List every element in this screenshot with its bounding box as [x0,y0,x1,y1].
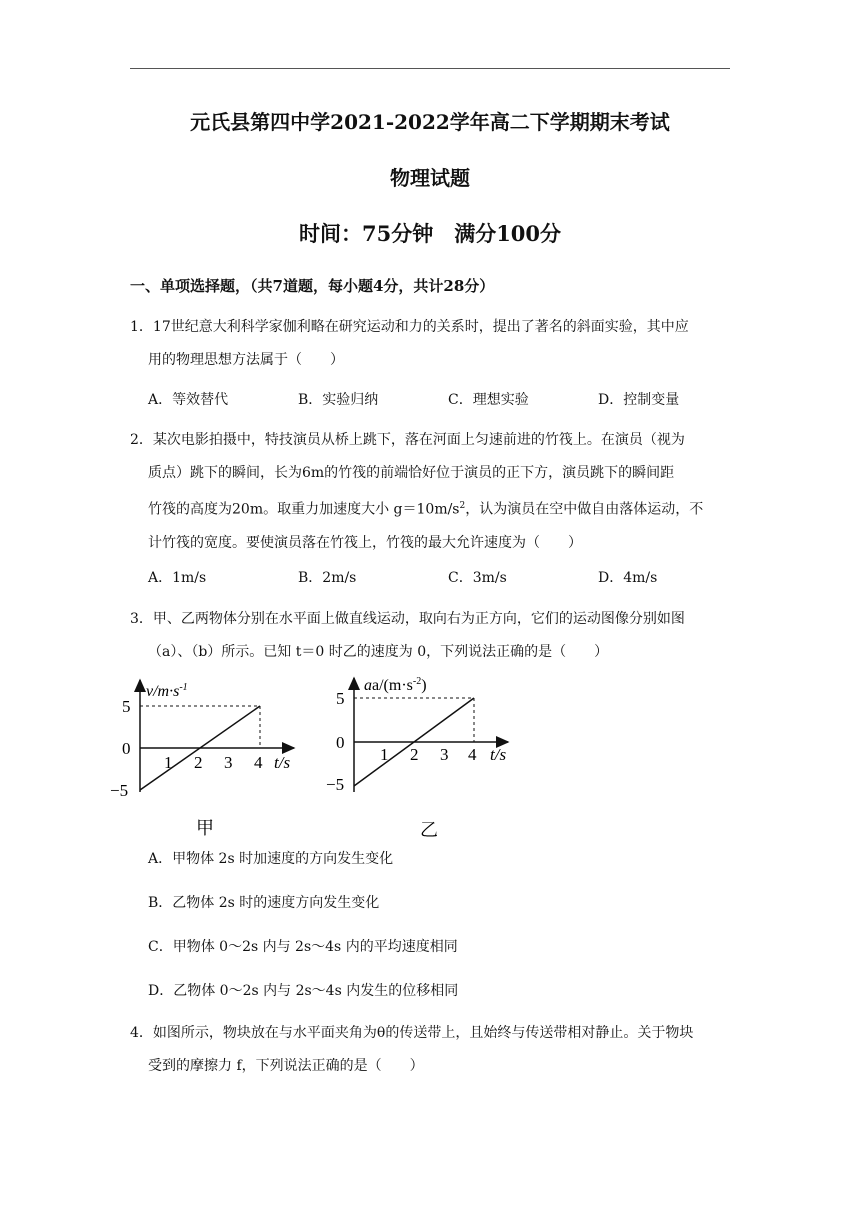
figure-b-ytick-neg5: −5 [326,775,345,794]
question-4-line-1: 4．如图所示，物块放在与水平面夹角为θ的传送带上，且始终与传送带相对静止。关于物块 [130,1025,694,1041]
question-2-line-3: 竹筏的高度为20m。取重力加速度大小 $g=10m/s^2$，认为演员在空中做自由落体运动，不 [148,501,704,518]
section-heading: 一、单项选择题，（共7道题，每小题4分，共计28分） [130,277,495,295]
top-rule [130,68,730,69]
figure-a-ytick-neg5: −5 [110,781,129,800]
figure-a-velocity-graph [108,672,308,842]
figure-a-caption: 甲 [196,818,214,838]
question-1-line-1: 1．17世纪意大利科学家伽利略在研究运动和力的关系时，提出了著名的斜面实验，其中应 [130,319,689,335]
figure-a-xtick-3: 3 [224,753,233,772]
question-4-line-2: 受到的摩擦力 f，下列说法正确的是（ ） [148,1058,424,1074]
figure-b-xtick-4: 4 [468,745,477,764]
figure-b-x-label: t/s [490,745,507,764]
exam-subtitle: 物理试题 [390,166,470,190]
time-info: 时间：75分钟 满分100分 [298,221,562,246]
question-2-line-4: 计竹筏的宽度。要使演员落在竹筏上，竹筏的最大允许速度为（ ） [148,534,582,551]
figure-b-acceleration-graph [322,668,522,842]
question-3 [130,603,730,669]
figure-a-ytick-0: 0 [122,739,131,758]
figure-a-x-label: t/s [274,753,291,772]
question-2 [130,424,730,560]
exam-title: 元氏县第四中学2021-2022学年高二下学期期末考试 [190,110,670,134]
figure-b-xtick-2: 2 [410,745,419,764]
q2-option-c[interactable]: C．3m/s [448,570,507,586]
q2-option-b[interactable]: B．2m/s [298,570,357,586]
question-3-line-2: （a）、（b）所示。已知 t＝0 时乙的速度为 0，下列说法正确的是（ ） [148,644,609,660]
figure-a-xtick-4: 4 [254,753,263,772]
q2-option-d[interactable]: D．4m/s [598,570,658,586]
q1-option-b[interactable]: B．实验归纳 [298,392,379,408]
q3-option-c[interactable]: C．甲物体 0～2s 内与 2s～4s 内的平均速度相同 [148,939,458,955]
q1-option-c[interactable]: C．理想实验 [448,392,529,408]
q3-option-b[interactable]: B．乙物体 2s 时的速度方向发生变化 [148,895,380,911]
question-4 [130,1017,730,1083]
question-1-line-2: 用的物理思想方法属于（ ） [148,352,344,368]
q3-option-a[interactable]: A．甲物体 2s 时加速度的方向发生变化 [148,851,394,867]
q2-option-a[interactable]: A．1m/s [148,570,207,586]
figure-a-ytick-5: 5 [122,697,131,716]
figure-b-xtick-3: 3 [440,745,449,764]
figure-a-y-label: $v/m\cdot s^{-1}$ [146,682,188,700]
question-2-line-1: 2．某次电影拍摄中，特技演员从桥上跳下，落在河面上匀速前进的竹筏上。在演员（视为 [130,432,685,448]
figure-b-xtick-1: 1 [380,745,389,764]
figure-b-ytick-5: 5 [336,689,345,708]
question-1 [130,311,730,377]
question-2-line-2: 质点）跳下的瞬间，长为6m的竹筏的前端恰好位于演员的正下方，演员跳下的瞬间距 [148,465,675,481]
q1-option-d[interactable]: D．控制变量 [598,392,680,408]
q3-option-d[interactable]: D．乙物体 0～2s 内与 2s～4s 内发生的位移相同 [148,983,459,999]
figure-b-y-label: $aa/(m\cdot s^{-2})$ [364,676,427,694]
figure-b-caption: 乙 [420,820,438,840]
figure-a-xtick-2: 2 [194,753,203,772]
figure-a-xtick-1: 1 [164,753,173,772]
q1-option-a[interactable]: A．等效替代 [148,392,229,408]
question-3-line-1: 3．甲、乙两物体分别在水平面上做直线运动，取向右为正方向，它们的运动图像分别如图 [130,611,685,627]
figure-b-ytick-0: 0 [336,733,345,752]
